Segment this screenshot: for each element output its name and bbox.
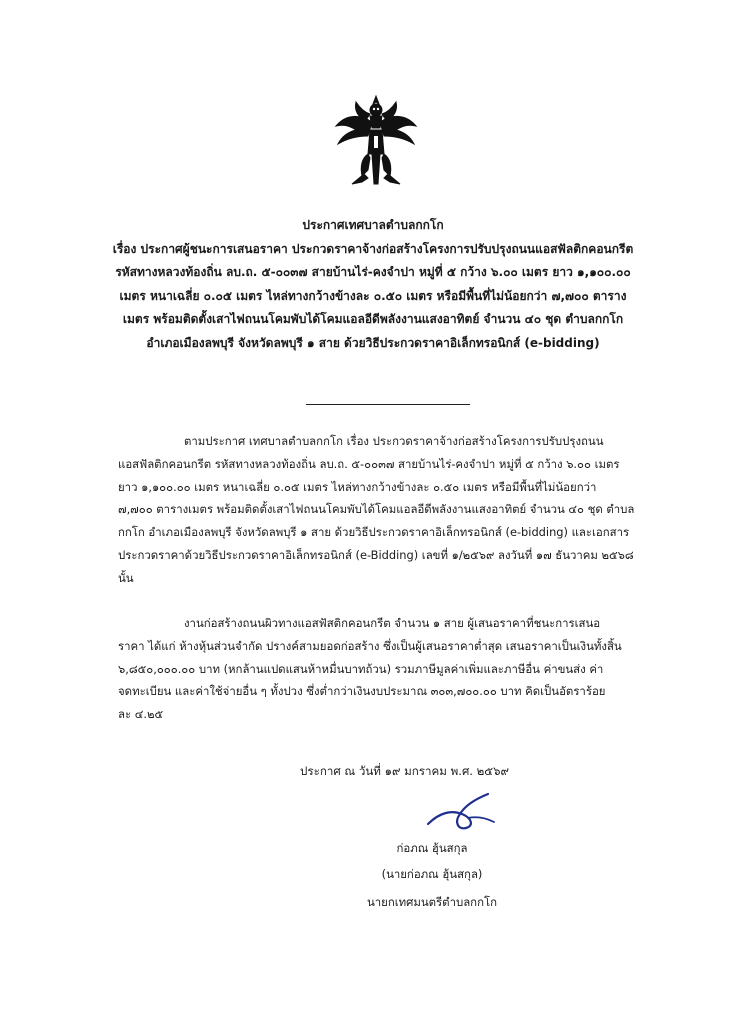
paragraph-line: นั้น xyxy=(118,570,134,585)
signer-name: ก่อภณ ฮุ้นสกุล xyxy=(396,841,468,855)
handwritten-signature xyxy=(422,788,502,832)
announcement-header xyxy=(108,214,638,355)
paragraph-line: ๗,๗๐๐ ตารางเมตร พร้อมติดตั้งเสาไฟถนนโคมพับได้โคมแอลอีดีพลังงานแสงอาทิตย์ จำนวน ๔๐ ชุด ตำบล xyxy=(118,502,635,517)
paragraph-line: แอสฟัลติกคอนกรีต รหัสทางหลวงท้องถิ่น ลบ.ถ. ๕-๐๐๓๗ สายบ้านไร่-คงจำปา หมู่ที่ ๕ กว้าง ๖.๐๐ เมตร xyxy=(118,456,620,471)
paragraph-line: ละ ๔.๒๕ xyxy=(118,707,164,722)
subject-label: เรื่อง ประกาศผู้ชนะการเสนอราคา xyxy=(112,241,288,256)
subject-text-line-3: เมตร หนาเฉลี่ย ๐.๐๕ เมตร ไหล่ทางกว้างข้างละ ๐.๕๐ เมตร หรือมีพื้นที่ไม่น้อยกว่า ๗,๗๐๐ ตาราง xyxy=(119,288,627,303)
body-paragraph-2 xyxy=(118,612,638,726)
signer-full-name: (นายก่อภณ ฮุ้นสกุล) xyxy=(381,867,483,881)
paragraph-line: ๖,๘๕๐,๐๐๐.๐๐ บาท (หกล้านแปดแสนห้าหมื่นบาทถ้วน) รวมภาษีมูลค่าเพิ่มและภาษีอื่น ค่าขนส่ง ค่า xyxy=(118,661,604,676)
subject-text-line-2: รหัสทางหลวงท้องถิ่น ลบ.ถ. ๕-๐๐๓๗ สายบ้านไร่-คงจำปา หมู่ที่ ๕ กว้าง ๖.๐๐ เมตร ยาว ๑,๑๐๐.๐๐ xyxy=(115,265,631,279)
garuda-emblem-icon xyxy=(332,92,420,190)
section-divider xyxy=(306,404,470,405)
subject-text-line-1: ประกวดราคาจ้างก่อสร้างโครงการปรับปรุงถนนแอสฟัลติกคอนกรีต xyxy=(287,241,634,256)
subject-text-line-5: อำเภอเมืองลพบุรี จังหวัดลพบุรี ๑ สาย ด้วยวิธีประกวดราคาอิเล็กทรอนิกส์ (e-bidding) xyxy=(146,335,600,350)
announcement-title: ประกาศเทศบาลตำบลกกโก xyxy=(302,218,444,232)
paragraph-line: ตามประกาศ เทศบาลตำบลกกโก เรื่อง ประกวดราคาจ้างก่อสร้างโครงการปรับปรุงถนน xyxy=(184,434,604,448)
paragraph-line: ราคา ได้แก่ ห้างหุ้นส่วนจำกัด ปรางค์สามยอดก่อสร้าง ซึ่งเป็นผู้เสนอราคาต่ำสุด เสนอราคาเป็นเงินทั้งสิ้น xyxy=(118,638,622,653)
paragraph-line: ประกวดราคาด้วยวิธีประกวดราคาอิเล็กทรอนิกส์ (e-Bidding) เลขที่ ๑/๒๕๖๙ ลงวันที่ ๑๗ ธันวาคม ๒๕๖๘ xyxy=(118,547,634,562)
paragraph-line: งานก่อสร้างถนนผิวทางแอสฟัสติกคอนกรีต จำนวน ๑ สาย ผู้เสนอราคาที่ชนะการเสนอ xyxy=(184,616,601,630)
paragraph-line: กกโก อำเภอเมืองลพบุรี จังหวัดลพบุรี ๑ สาย ด้วยวิธีประกวดราคาอิเล็กทรอนิกส์ (e-bidding) และเอกสาร xyxy=(118,525,630,540)
signer-position: นายกเทศมนตรีตำบลกกโก xyxy=(366,895,497,909)
subject-text-line-4: เมตร พร้อมติดตั้งเสาไฟถนนโคมพับได้โคมแอลอีดีพลังงานแสงอาทิตย์ จำนวน ๔๐ ชุด ตำบลกกโก xyxy=(122,312,624,326)
paragraph-line: จดทะเบียน และค่าใช้จ่ายอื่น ๆ ทั้งปวง ซึ่งต่ำกว่าเงินงบประมาณ ๓๐๓,๗๐๐.๐๐ บาท คิดเป็นอัตราร้อย xyxy=(118,684,606,699)
paragraph-line: ยาว ๑,๑๐๐.๐๐ เมตร หนาเฉลี่ย ๐.๐๕ เมตร ไหล่ทางกว้างข้างละ ๐.๕๐ เมตร หรือมีพื้นที่ไม่น้อยกว่า xyxy=(118,479,597,494)
body-paragraph-1 xyxy=(118,430,638,590)
announcement-date: ประกาศ ณ วันที่ ๑๙ มกราคม พ.ศ. ๒๕๖๙ xyxy=(300,764,509,778)
